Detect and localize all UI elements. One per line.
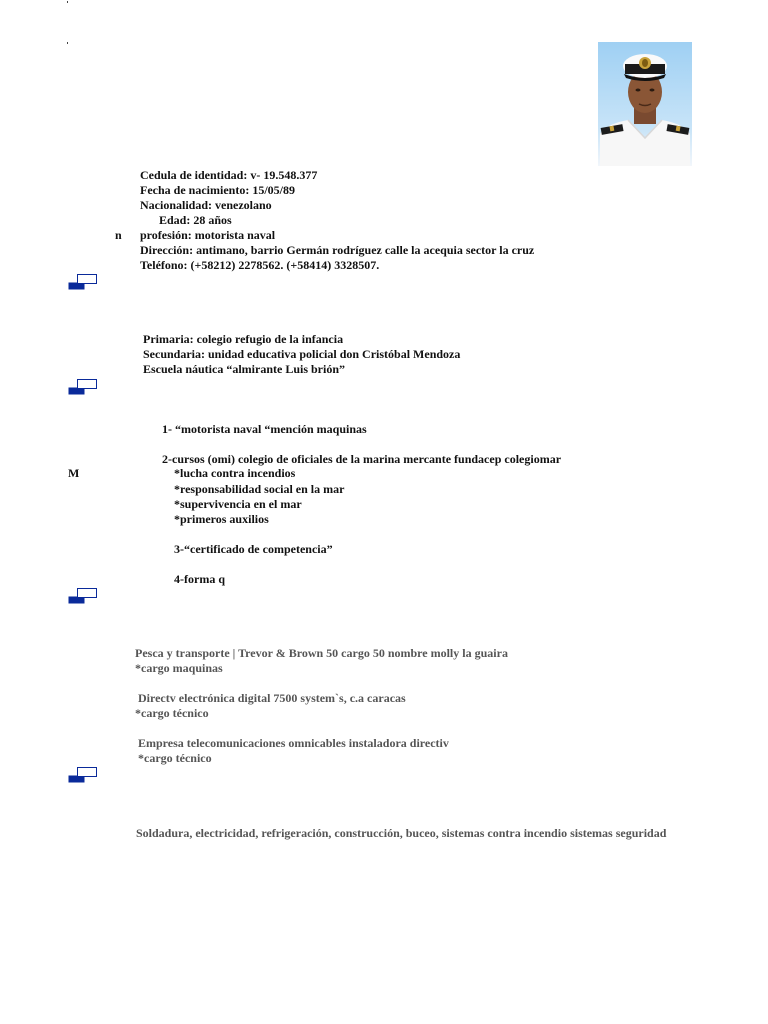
- birth-date-text: Fecha de nacimiento: 15/05/89: [140, 183, 295, 197]
- profession-text: profesión: motorista naval: [140, 228, 276, 242]
- address-text: Dirección: antimano, barrio Germán rodríguez calle la acequia sector la cruz: [140, 243, 535, 257]
- section-marker-icon: [68, 379, 98, 395]
- education-nautical: Escuela náutica “almirante Luis brión”: [143, 362, 346, 376]
- nationality-text: Nacionalidad: venezolano: [140, 198, 272, 212]
- cedula-text: Cedula de identidad: v- 19.548.377: [140, 168, 318, 182]
- section-marker-icon: [68, 767, 98, 783]
- skills-text: Soldadura, electricidad, refrigeración, construcción, buceo, sistemas contra incendio sistemas seguridad: [136, 826, 667, 840]
- profile-photo: [598, 42, 692, 166]
- margin-letter: M: [68, 466, 80, 480]
- education-primary: Primaria: colegio refugio de la infancia: [143, 332, 344, 346]
- stray-mark: [67, 1, 68, 3]
- education-secondary: Secundaria: unidad educativa policial don Cristóbal Mendoza: [143, 347, 461, 361]
- section-marker-icon: [68, 274, 98, 290]
- stray-mark: [67, 42, 68, 44]
- experience-role: *cargo técnico: [138, 751, 212, 765]
- course-item-1: 1- “motorista naval “mención maquinas: [162, 422, 367, 436]
- course-item-2: 2-cursos (omi) colegio de oficiales de la marina mercante fundacep colegiomar: [162, 452, 562, 466]
- experience-company: Pesca y transporte | Trevor & Brown 50 cargo 50 nombre molly la guaira: [135, 646, 508, 660]
- section-marker-icon: [68, 588, 98, 604]
- course-sub-item: *supervivencia en el mar: [174, 497, 302, 511]
- course-sub-item: *lucha contra incendios: [174, 466, 296, 480]
- experience-company: Empresa telecomunicaciones omnicables instaladora directiv: [138, 736, 449, 750]
- course-item-3: 3-“certificado de competencia”: [174, 542, 333, 556]
- experience-company: Directv electrónica digital 7500 system`s, c.a caracas: [138, 691, 406, 705]
- age-text: Edad: 28 años: [159, 213, 232, 227]
- phone-text: Teléfono: (+58212) 2278562. (+58414) 3328507.: [140, 258, 380, 272]
- experience-role: *cargo técnico: [135, 706, 209, 720]
- course-sub-item: *responsabilidad social en la mar: [174, 482, 345, 496]
- course-sub-item: *primeros auxilios: [174, 512, 269, 526]
- course-item-4: 4-forma q: [174, 572, 225, 586]
- profession-prefix: n: [115, 228, 122, 242]
- experience-role: *cargo maquinas: [135, 661, 223, 675]
